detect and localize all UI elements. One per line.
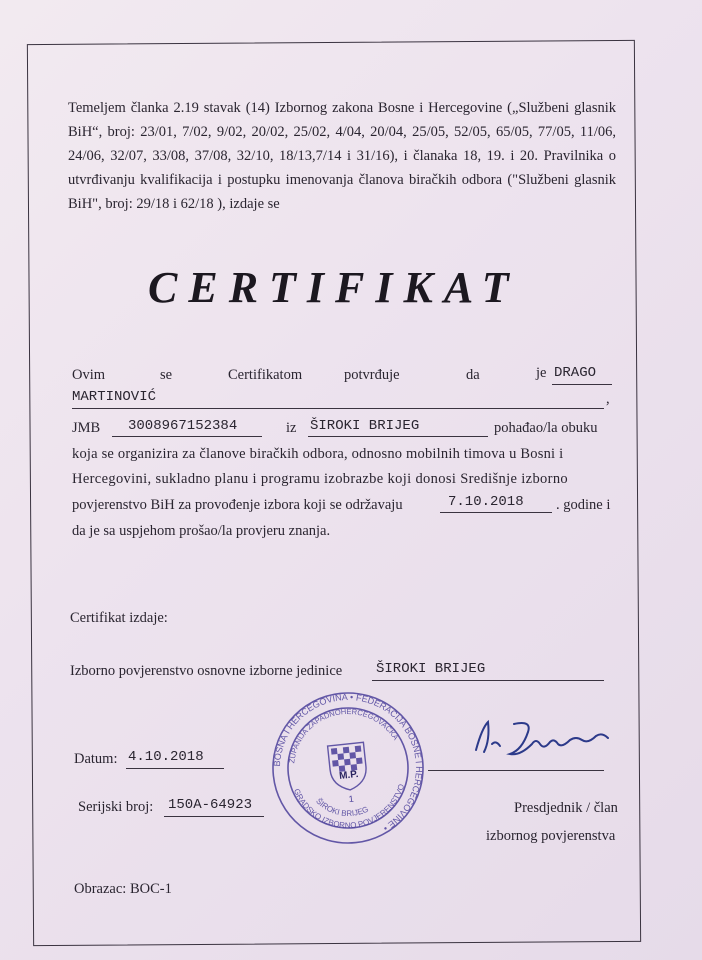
serial-label: Serijski broj: [78,799,154,815]
seal-place-text: ŠIROKI BRIJEG [314,796,370,819]
word-ovim: Ovim [72,367,106,383]
name-underline-2 [72,408,604,409]
serial-underline [164,816,264,817]
election-date-underline [440,512,552,513]
commission-label: Izborno povjerenstvo osnovne izborne jedinice [70,663,343,679]
recipient-first-name: DRAGO [554,365,597,381]
recipient-last-name: MARTINOVIĆ [72,389,157,405]
iz-label: iz [286,420,297,436]
body-line-2: koja se organizira za članove biračkih odbora, odnosno mobilnih timova u Bosni i [72,446,564,462]
date-underline [126,768,224,769]
jmb-underline [112,436,262,437]
legal-basis-text: Temeljem članka 2.19 stavak (14) Izbornog zakona Bosne i Hercegovine („Službeni glasnik BiH“, broj: 23/01, 7/02, 9/02, 20/02, 25/02, 4/04, 20/04, 25/05, 52/05, 65/05, 77/05, 11/06, 24/06, 32/07, 33/08, 37/08, 32/10, 18/13,7/14 i 31/16), i članaka 18, 19. i 20. Pravilnika o utvrđivanju kvalifikacija i postupku imenovanja članova biračkih odbora ("Službeni glasnik BiH", broj: 29/18 i 62/18 ), izdaje se [68,100,616,212]
word-se: se [160,367,173,383]
seal-number: 1 [348,793,355,805]
place-underline [308,436,488,437]
name-underline-1 [552,384,612,385]
name-comma: , [606,391,610,407]
seal-coat-of-arms-icon [328,742,369,792]
body-line-5: da je sa uspjehom prošao/la provjeru znanja. [72,523,331,539]
commission-underline [372,680,604,681]
body-line-4-pre: povjerenstvo BiH za provođenje izbora koji se održavaju [72,497,403,513]
place-value: ŠIROKI BRIJEG [310,418,420,434]
certificate-title: CERTIFIKAT [148,263,520,312]
body-line-4-post: . godine i [556,497,611,513]
signature-line [428,770,604,771]
seal-center-mp: M.P. [338,768,359,782]
commission-value: ŠIROKI BRIJEG [376,661,486,677]
seal-middle-text: ŽUPANIJA ZAPADNOHERCEGOVAČKA [287,706,401,764]
date-value: 4.10.2018 [128,749,204,765]
serial-value: 150A-64923 [168,797,253,813]
jmb-value: 3008967152384 [128,418,238,434]
word-certifikatom: Certifikatom [228,367,303,383]
word-potvrduje: potvrđuje [344,367,400,383]
president-label: Presdjednik / član [514,800,618,816]
seal-bottom-text: GRADSKO IZBORNO POVJERENSTVO [291,782,407,831]
commission-member-label: izbornog povjerenstva [486,828,616,844]
election-date: 7.10.2018 [448,494,524,510]
issuer-label: Certifikat izdaje: [70,610,168,626]
handwritten-signature [462,710,622,770]
word-je: je [536,365,547,381]
date-label: Datum: [74,751,118,767]
word-da: da [466,367,480,383]
attended-text: pohađao/la obuku [494,420,598,436]
jmb-label: JMB [72,420,101,436]
form-code: Obrazac: BOC-1 [74,881,172,897]
seal-outer-text: BOSNA I HERCEGOVINA • FEDERACIJA BOSNE I HERCEGOVINE • [271,691,425,834]
official-seal-stamp [262,682,433,853]
body-line-3: Hercegovini, sukladno planu i programu izobrazbe koji donosi Središnje izborno [72,471,569,487]
